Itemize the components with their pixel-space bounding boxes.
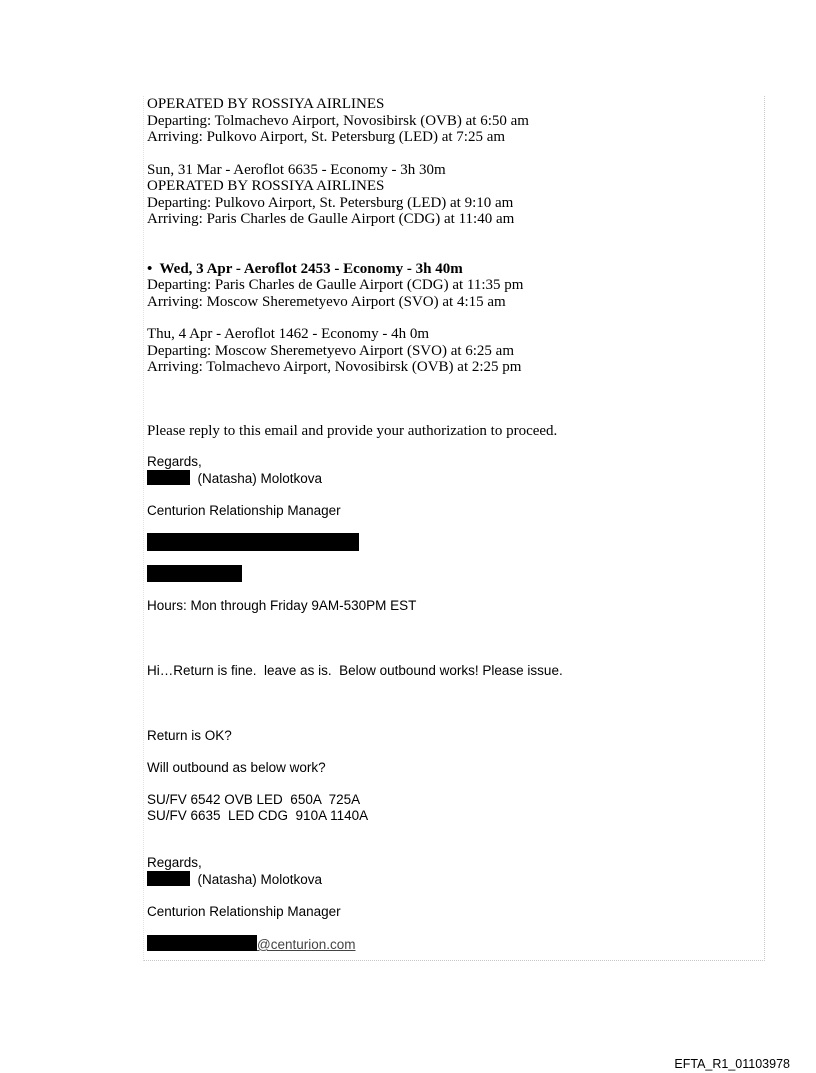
segment-header-text: Wed, 3 Apr - Aeroflot 2453 - Economy - 3h 40m	[159, 260, 463, 277]
departing-line: Departing: Paris Charles de Gaulle Airport (CDG) at 11:35 pm	[147, 277, 524, 293]
signer-title: Centurion Relationship Manager	[147, 904, 341, 919]
departing-line: Departing: Tolmachevo Airport, Novosibirsk (OVB) at 6:50 am	[147, 112, 529, 129]
document-id: EFTA_R1_01103978	[674, 1057, 790, 1071]
signature-block-2	[147, 855, 757, 953]
departing-line: Departing: Moscow Sheremetyevo Airport (SVO) at 6:25 am	[147, 342, 515, 359]
business-hours: Hours: Mon through Friday 9AM-530PM EST	[147, 598, 417, 613]
redaction-bar	[147, 470, 190, 485]
departing-line: Departing: Pulkovo Airport, St. Petersburg (LED) at 9:10 am	[147, 194, 514, 211]
signer-name-text: (Natasha) Molotkova	[197, 872, 323, 887]
arriving-line: Arriving: Tolmachevo Airport, Novosibirsk (OVB) at 2:25 pm	[147, 359, 522, 375]
operated-by: OPERATED BY ROSSIYA AIRLINES	[147, 96, 385, 112]
question-return: Return is OK?	[147, 728, 232, 743]
signature-block-1	[147, 454, 757, 614]
segment-header: Sun, 31 Mar - Aeroflot 6635 - Economy - 3h 30m	[147, 161, 446, 178]
signer-name	[147, 871, 757, 888]
earlier-message	[147, 728, 757, 824]
regards-text: Regards,	[147, 454, 202, 469]
redaction-bar	[147, 871, 190, 886]
flight-segment-2	[147, 162, 757, 228]
redaction-bar	[147, 935, 257, 951]
arriving-line: Arriving: Paris Charles de Gaulle Airport (CDG) at 11:40 am	[147, 211, 515, 227]
bullet-icon: •	[147, 260, 153, 277]
redaction-bar	[147, 565, 242, 582]
arriving-line: Arriving: Pulkovo Airport, St. Petersburg (LED) at 7:25 am	[147, 129, 506, 145]
flight-code-line: SU/FV 6542 OVB LED 650A 725A	[147, 792, 361, 807]
reply-message: Hi…Return is fine. leave as is. Below outbound works! Please issue.	[147, 663, 563, 678]
email-link[interactable]: @centurion.com	[257, 937, 356, 952]
flight-segment-1	[147, 96, 757, 146]
regards-text: Regards,	[147, 855, 202, 870]
operated-by: OPERATED BY ROSSIYA AIRLINES	[147, 178, 385, 194]
email-body	[147, 96, 757, 953]
email-address	[147, 935, 757, 953]
arriving-line: Arriving: Moscow Sheremetyevo Airport (SVO) at 4:15 am	[147, 293, 506, 310]
redaction-bar	[147, 533, 359, 551]
signer-title: Centurion Relationship Manager	[147, 503, 341, 518]
signer-name	[147, 470, 757, 487]
segment-header	[147, 261, 757, 278]
flight-segment-3	[147, 261, 757, 311]
flight-segment-4	[147, 326, 757, 376]
authorization-request: Please reply to this email and provide your authorization to proceed.	[147, 422, 558, 439]
question-outbound: Will outbound as below work?	[147, 760, 326, 775]
segment-header: Thu, 4 Apr - Aeroflot 1462 - Economy - 4h 0m	[147, 326, 430, 342]
signer-name-text: (Natasha) Molotkova	[197, 471, 323, 486]
flight-code-line: SU/FV 6635 LED CDG 910A 1140A	[147, 808, 369, 823]
